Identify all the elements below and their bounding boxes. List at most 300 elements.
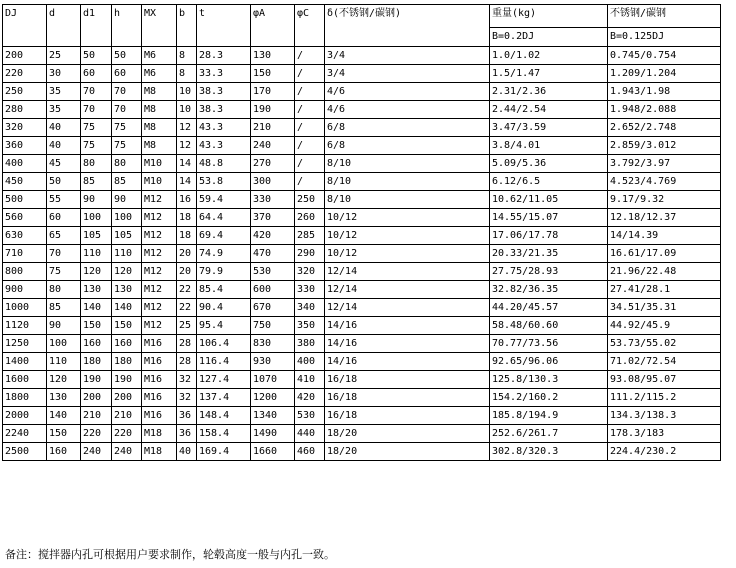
table-cell: 240 xyxy=(81,443,112,461)
table-cell: 14/14.39 xyxy=(608,227,721,245)
table-cell: 43.3 xyxy=(197,119,251,137)
table-cell: M16 xyxy=(142,407,177,425)
table-cell: 185.8/194.9 xyxy=(490,407,608,425)
table-row xyxy=(3,263,721,281)
table-cell: 190 xyxy=(81,371,112,389)
table-cell: 460 xyxy=(295,443,325,461)
table-cell: 85 xyxy=(47,299,81,317)
table-cell: 0.745/0.754 xyxy=(608,47,721,65)
table-cell: 75 xyxy=(112,137,142,155)
table-cell: 32.82/36.35 xyxy=(490,281,608,299)
table-cell: 10.62/11.05 xyxy=(490,191,608,209)
table-cell: 8 xyxy=(177,47,197,65)
table-cell: 92.65/96.06 xyxy=(490,353,608,371)
col-subheader-weight: B=0.2DJ xyxy=(490,27,608,46)
table-cell: 1200 xyxy=(251,389,295,407)
table-cell: 440 xyxy=(295,425,325,443)
table-cell: M16 xyxy=(142,335,177,353)
table-row xyxy=(3,137,721,155)
table-cell: 80 xyxy=(81,155,112,173)
table-cell: 250 xyxy=(295,191,325,209)
table-cell: 70 xyxy=(112,101,142,119)
table-cell: / xyxy=(295,137,325,155)
table-cell: / xyxy=(295,47,325,65)
table-cell: 59.4 xyxy=(197,191,251,209)
table-cell: 38.3 xyxy=(197,101,251,119)
table-cell: 360 xyxy=(3,137,47,155)
col-header-h: h xyxy=(112,5,142,47)
table-cell: 260 xyxy=(295,209,325,227)
table-cell: 90.4 xyxy=(197,299,251,317)
table-cell: 2.652/2.748 xyxy=(608,119,721,137)
table-cell: 320 xyxy=(295,263,325,281)
table-cell: 14/16 xyxy=(325,317,490,335)
table-cell: 4/6 xyxy=(325,101,490,119)
table-cell: 180 xyxy=(112,353,142,371)
table-cell: 110 xyxy=(112,245,142,263)
table-cell: 3.47/3.59 xyxy=(490,119,608,137)
table-cell: 50 xyxy=(81,47,112,65)
table-cell: 930 xyxy=(251,353,295,371)
table-cell: 160 xyxy=(81,335,112,353)
table-cell: 8 xyxy=(177,65,197,83)
table-cell: 400 xyxy=(3,155,47,173)
table-cell: 32 xyxy=(177,371,197,389)
table-cell: 100 xyxy=(81,209,112,227)
table-cell: 12/14 xyxy=(325,263,490,281)
table-cell: 35 xyxy=(47,101,81,119)
table-cell: 130 xyxy=(251,47,295,65)
table-cell: 4.523/4.769 xyxy=(608,173,721,191)
table-cell: 25 xyxy=(177,317,197,335)
table-cell: 154.2/160.2 xyxy=(490,389,608,407)
table-cell: 12/14 xyxy=(325,299,490,317)
table-cell: 25 xyxy=(47,47,81,65)
table-cell: 180 xyxy=(81,353,112,371)
table-cell: 450 xyxy=(3,173,47,191)
table-row xyxy=(3,299,721,317)
table-cell: 16/18 xyxy=(325,407,490,425)
table-cell: M12 xyxy=(142,191,177,209)
table-cell: 100 xyxy=(112,209,142,227)
table-cell: 6/8 xyxy=(325,137,490,155)
table-cell: 210 xyxy=(81,407,112,425)
table-cell: 500 xyxy=(3,191,47,209)
table-row xyxy=(3,209,721,227)
table-cell: 1120 xyxy=(3,317,47,335)
table-cell: 530 xyxy=(251,263,295,281)
table-cell: 1660 xyxy=(251,443,295,461)
table-row xyxy=(3,245,721,263)
table-cell: 170 xyxy=(251,83,295,101)
table-cell: 1600 xyxy=(3,371,47,389)
table-cell: 6/8 xyxy=(325,119,490,137)
table-cell: 1.0/1.02 xyxy=(490,47,608,65)
col-header-b: b xyxy=(177,5,197,47)
table-cell: / xyxy=(295,101,325,119)
table-cell: 190 xyxy=(251,101,295,119)
table-cell: 14/16 xyxy=(325,353,490,371)
table-cell: 200 xyxy=(81,389,112,407)
table-row xyxy=(3,335,721,353)
table-cell: 3.8/4.01 xyxy=(490,137,608,155)
table-cell: 93.08/95.07 xyxy=(608,371,721,389)
table-cell: 127.4 xyxy=(197,371,251,389)
table-cell: 85 xyxy=(81,173,112,191)
table-cell: 1400 xyxy=(3,353,47,371)
table-cell: 70 xyxy=(112,83,142,101)
col-header-t: t xyxy=(197,5,251,47)
table-cell: 200 xyxy=(112,389,142,407)
table-cell: 240 xyxy=(251,137,295,155)
col-header-phi-a: φA xyxy=(251,5,295,47)
table-cell: 2.859/3.012 xyxy=(608,137,721,155)
table-cell: 4/6 xyxy=(325,83,490,101)
col-header-dj: DJ xyxy=(3,5,47,47)
table-cell: 280 xyxy=(3,101,47,119)
table-cell: 560 xyxy=(3,209,47,227)
table-cell: M12 xyxy=(142,281,177,299)
table-cell: 60 xyxy=(112,65,142,83)
table-cell: 70 xyxy=(81,83,112,101)
table-row xyxy=(3,425,721,443)
table-cell: 38.3 xyxy=(197,83,251,101)
table-cell: 2.31/2.36 xyxy=(490,83,608,101)
table-cell: 2.44/2.54 xyxy=(490,101,608,119)
table-row xyxy=(3,101,721,119)
table-cell: 130 xyxy=(112,281,142,299)
table-cell: 14 xyxy=(177,155,197,173)
table-cell: 16.61/17.09 xyxy=(608,245,721,263)
table-cell: M16 xyxy=(142,371,177,389)
table-cell: 900 xyxy=(3,281,47,299)
table-cell: 14.55/15.07 xyxy=(490,209,608,227)
table-cell: 75 xyxy=(81,119,112,137)
table-cell: 750 xyxy=(251,317,295,335)
table-cell: 17.06/17.78 xyxy=(490,227,608,245)
table-row xyxy=(3,155,721,173)
table-cell: 2500 xyxy=(3,443,47,461)
table-cell: 70.77/73.56 xyxy=(490,335,608,353)
table-row xyxy=(3,227,721,245)
table-cell: M12 xyxy=(142,227,177,245)
table-cell: 65 xyxy=(47,227,81,245)
table-cell: 12 xyxy=(177,137,197,155)
table-cell: 224.4/230.2 xyxy=(608,443,721,461)
table-cell: M12 xyxy=(142,299,177,317)
table-cell: 90 xyxy=(47,317,81,335)
table-cell: M12 xyxy=(142,245,177,263)
table-cell: 48.8 xyxy=(197,155,251,173)
table-cell: 130 xyxy=(47,389,81,407)
table-cell: M12 xyxy=(142,317,177,335)
col-header-phi-c: φC xyxy=(295,5,325,47)
table-cell: 70 xyxy=(47,245,81,263)
table-cell: 130 xyxy=(81,281,112,299)
table-cell: 137.4 xyxy=(197,389,251,407)
table-cell: / xyxy=(295,83,325,101)
table-cell: 3.792/3.97 xyxy=(608,155,721,173)
table-cell: 1250 xyxy=(3,335,47,353)
table-cell: 60 xyxy=(81,65,112,83)
table-cell: 530 xyxy=(295,407,325,425)
table-cell: 12 xyxy=(177,119,197,137)
table-cell: 8/10 xyxy=(325,173,490,191)
table-row xyxy=(3,353,721,371)
col-header-weight: 重量(kg) xyxy=(490,5,608,28)
table-cell: 140 xyxy=(112,299,142,317)
table-cell: 380 xyxy=(295,335,325,353)
table-cell: M12 xyxy=(142,209,177,227)
table-cell: 10/12 xyxy=(325,209,490,227)
table-cell: 106.4 xyxy=(197,335,251,353)
table-cell: 252.6/261.7 xyxy=(490,425,608,443)
table-cell: 140 xyxy=(47,407,81,425)
table-cell: M16 xyxy=(142,353,177,371)
table-cell: 105 xyxy=(112,227,142,245)
table-cell: 420 xyxy=(295,389,325,407)
table-cell: 12/14 xyxy=(325,281,490,299)
table-cell: 330 xyxy=(251,191,295,209)
table-cell: 69.4 xyxy=(197,227,251,245)
table-cell: 120 xyxy=(112,263,142,281)
table-cell: 410 xyxy=(295,371,325,389)
table-cell: 220 xyxy=(3,65,47,83)
table-cell: 1.5/1.47 xyxy=(490,65,608,83)
table-cell: 43.3 xyxy=(197,137,251,155)
table-cell: M8 xyxy=(142,119,177,137)
table-cell: 420 xyxy=(251,227,295,245)
table-cell: 1.948/2.088 xyxy=(608,101,721,119)
table-cell: 300 xyxy=(251,173,295,191)
table-cell: 210 xyxy=(251,119,295,137)
table-cell: 50 xyxy=(112,47,142,65)
table-cell: 150 xyxy=(251,65,295,83)
table-cell: 220 xyxy=(81,425,112,443)
table-cell: 116.4 xyxy=(197,353,251,371)
table-cell: 85.4 xyxy=(197,281,251,299)
table-row xyxy=(3,443,721,461)
table-cell: 630 xyxy=(3,227,47,245)
table-cell: 10 xyxy=(177,83,197,101)
table-cell: 110 xyxy=(81,245,112,263)
table-cell: 150 xyxy=(112,317,142,335)
table-cell: 1000 xyxy=(3,299,47,317)
table-cell: 220 xyxy=(112,425,142,443)
table-cell: 22 xyxy=(177,299,197,317)
table-cell: 53.8 xyxy=(197,173,251,191)
table-cell: M10 xyxy=(142,155,177,173)
table-cell: 150 xyxy=(81,317,112,335)
table-cell: 80 xyxy=(47,281,81,299)
table-cell: 800 xyxy=(3,263,47,281)
table-cell: M16 xyxy=(142,389,177,407)
table-cell: 302.8/320.3 xyxy=(490,443,608,461)
table-cell: 110 xyxy=(47,353,81,371)
table-cell: 40 xyxy=(177,443,197,461)
table-cell: 95.4 xyxy=(197,317,251,335)
table-cell: M8 xyxy=(142,101,177,119)
table-cell: 3/4 xyxy=(325,65,490,83)
table-cell: 44.92/45.9 xyxy=(608,317,721,335)
table-row xyxy=(3,119,721,137)
table-row xyxy=(3,191,721,209)
col-header-d1: d1 xyxy=(81,5,112,47)
table-cell: 10/12 xyxy=(325,245,490,263)
table-body xyxy=(3,47,721,461)
table-cell: 148.4 xyxy=(197,407,251,425)
table-cell: 45 xyxy=(47,155,81,173)
table-cell: 169.4 xyxy=(197,443,251,461)
table-cell: 53.73/55.02 xyxy=(608,335,721,353)
table-cell: M10 xyxy=(142,173,177,191)
table-cell: 75 xyxy=(81,137,112,155)
table-cell: 28.3 xyxy=(197,47,251,65)
table-cell: 111.2/115.2 xyxy=(608,389,721,407)
table-cell: 16/18 xyxy=(325,389,490,407)
table-cell: 50 xyxy=(47,173,81,191)
table-cell: 30 xyxy=(47,65,81,83)
table-cell: / xyxy=(295,155,325,173)
table-row xyxy=(3,83,721,101)
table-cell: 18/20 xyxy=(325,425,490,443)
table-cell: 28 xyxy=(177,353,197,371)
table-cell: 28 xyxy=(177,335,197,353)
table-cell: 74.9 xyxy=(197,245,251,263)
table-cell: 120 xyxy=(47,371,81,389)
table-cell: 35 xyxy=(47,83,81,101)
table-cell: 18 xyxy=(177,209,197,227)
table-cell: M12 xyxy=(142,263,177,281)
table-cell: 6.12/6.5 xyxy=(490,173,608,191)
table-cell: 14 xyxy=(177,173,197,191)
table-cell: M8 xyxy=(142,137,177,155)
table-cell: 670 xyxy=(251,299,295,317)
table-cell: 80 xyxy=(112,155,142,173)
table-cell: 290 xyxy=(295,245,325,263)
table-row xyxy=(3,407,721,425)
table-cell: 5.09/5.36 xyxy=(490,155,608,173)
table-cell: 32 xyxy=(177,389,197,407)
table-cell: M18 xyxy=(142,425,177,443)
col-subheader-stainless: B=0.125DJ xyxy=(608,27,721,46)
col-header-thickness: δ(不锈钢/碳钢) xyxy=(325,5,490,47)
table-cell: 134.3/138.3 xyxy=(608,407,721,425)
table-row xyxy=(3,173,721,191)
table-cell: 34.51/35.31 xyxy=(608,299,721,317)
table-row xyxy=(3,281,721,299)
table-cell: 79.9 xyxy=(197,263,251,281)
table-cell: 8/10 xyxy=(325,191,490,209)
table-cell: 60 xyxy=(47,209,81,227)
table-cell: 20 xyxy=(177,263,197,281)
table-row xyxy=(3,47,721,65)
table-cell: 40 xyxy=(47,137,81,155)
table-cell: 1.209/1.204 xyxy=(608,65,721,83)
table-cell: 200 xyxy=(3,47,47,65)
table-cell: 8/10 xyxy=(325,155,490,173)
table-cell: 1800 xyxy=(3,389,47,407)
table-cell: 370 xyxy=(251,209,295,227)
table-cell: M8 xyxy=(142,83,177,101)
table-cell: 1490 xyxy=(251,425,295,443)
spec-table xyxy=(2,4,721,461)
table-row xyxy=(3,65,721,83)
col-header-d: d xyxy=(47,5,81,47)
table-row xyxy=(3,371,721,389)
table-cell: 125.8/130.3 xyxy=(490,371,608,389)
table-cell: 140 xyxy=(81,299,112,317)
table-cell: 1.943/1.98 xyxy=(608,83,721,101)
table-cell: 75 xyxy=(112,119,142,137)
table-cell: 21.96/22.48 xyxy=(608,263,721,281)
table-cell: 340 xyxy=(295,299,325,317)
table-cell: 22 xyxy=(177,281,197,299)
table-cell: 710 xyxy=(3,245,47,263)
table-cell: 18/20 xyxy=(325,443,490,461)
table-cell: 160 xyxy=(47,443,81,461)
table-cell: 150 xyxy=(47,425,81,443)
table-cell: 158.4 xyxy=(197,425,251,443)
table-cell: 120 xyxy=(81,263,112,281)
table-cell: 350 xyxy=(295,317,325,335)
table-cell: 20.33/21.35 xyxy=(490,245,608,263)
table-cell: 9.17/9.32 xyxy=(608,191,721,209)
table-cell: 2240 xyxy=(3,425,47,443)
table-cell: 1340 xyxy=(251,407,295,425)
table-cell: 64.4 xyxy=(197,209,251,227)
table-cell: 1070 xyxy=(251,371,295,389)
table-cell: 210 xyxy=(112,407,142,425)
table-cell: 70 xyxy=(81,101,112,119)
table-cell: 600 xyxy=(251,281,295,299)
table-cell: / xyxy=(295,173,325,191)
table-cell: 10 xyxy=(177,101,197,119)
table-cell: 18 xyxy=(177,227,197,245)
table-cell: 36 xyxy=(177,425,197,443)
table-row xyxy=(3,389,721,407)
table-cell: 55 xyxy=(47,191,81,209)
col-header-mx: MX xyxy=(142,5,177,47)
table-cell: 830 xyxy=(251,335,295,353)
table-cell: / xyxy=(295,119,325,137)
table-cell: M6 xyxy=(142,65,177,83)
table-cell: 90 xyxy=(112,191,142,209)
table-cell: 250 xyxy=(3,83,47,101)
table-cell: 58.48/60.60 xyxy=(490,317,608,335)
col-header-stainless: 不锈钢/碳钢 xyxy=(608,5,721,28)
table-row xyxy=(3,317,721,335)
table-cell: 2000 xyxy=(3,407,47,425)
table-cell: 3/4 xyxy=(325,47,490,65)
table-cell: 400 xyxy=(295,353,325,371)
table-cell: 330 xyxy=(295,281,325,299)
table-cell: M18 xyxy=(142,443,177,461)
table-cell: M6 xyxy=(142,47,177,65)
table-cell: 16/18 xyxy=(325,371,490,389)
table-cell: 27.75/28.93 xyxy=(490,263,608,281)
table-cell: 285 xyxy=(295,227,325,245)
table-cell: 240 xyxy=(112,443,142,461)
table-cell: / xyxy=(295,65,325,83)
table-cell: 270 xyxy=(251,155,295,173)
table-cell: 85 xyxy=(112,173,142,191)
table-cell: 40 xyxy=(47,119,81,137)
table-cell: 33.3 xyxy=(197,65,251,83)
table-cell: 160 xyxy=(112,335,142,353)
footnote: 备注：搅拌器内孔可根据用户要求制作，轮毂高度一般与内孔一致。 xyxy=(5,548,335,561)
table-cell: 75 xyxy=(47,263,81,281)
